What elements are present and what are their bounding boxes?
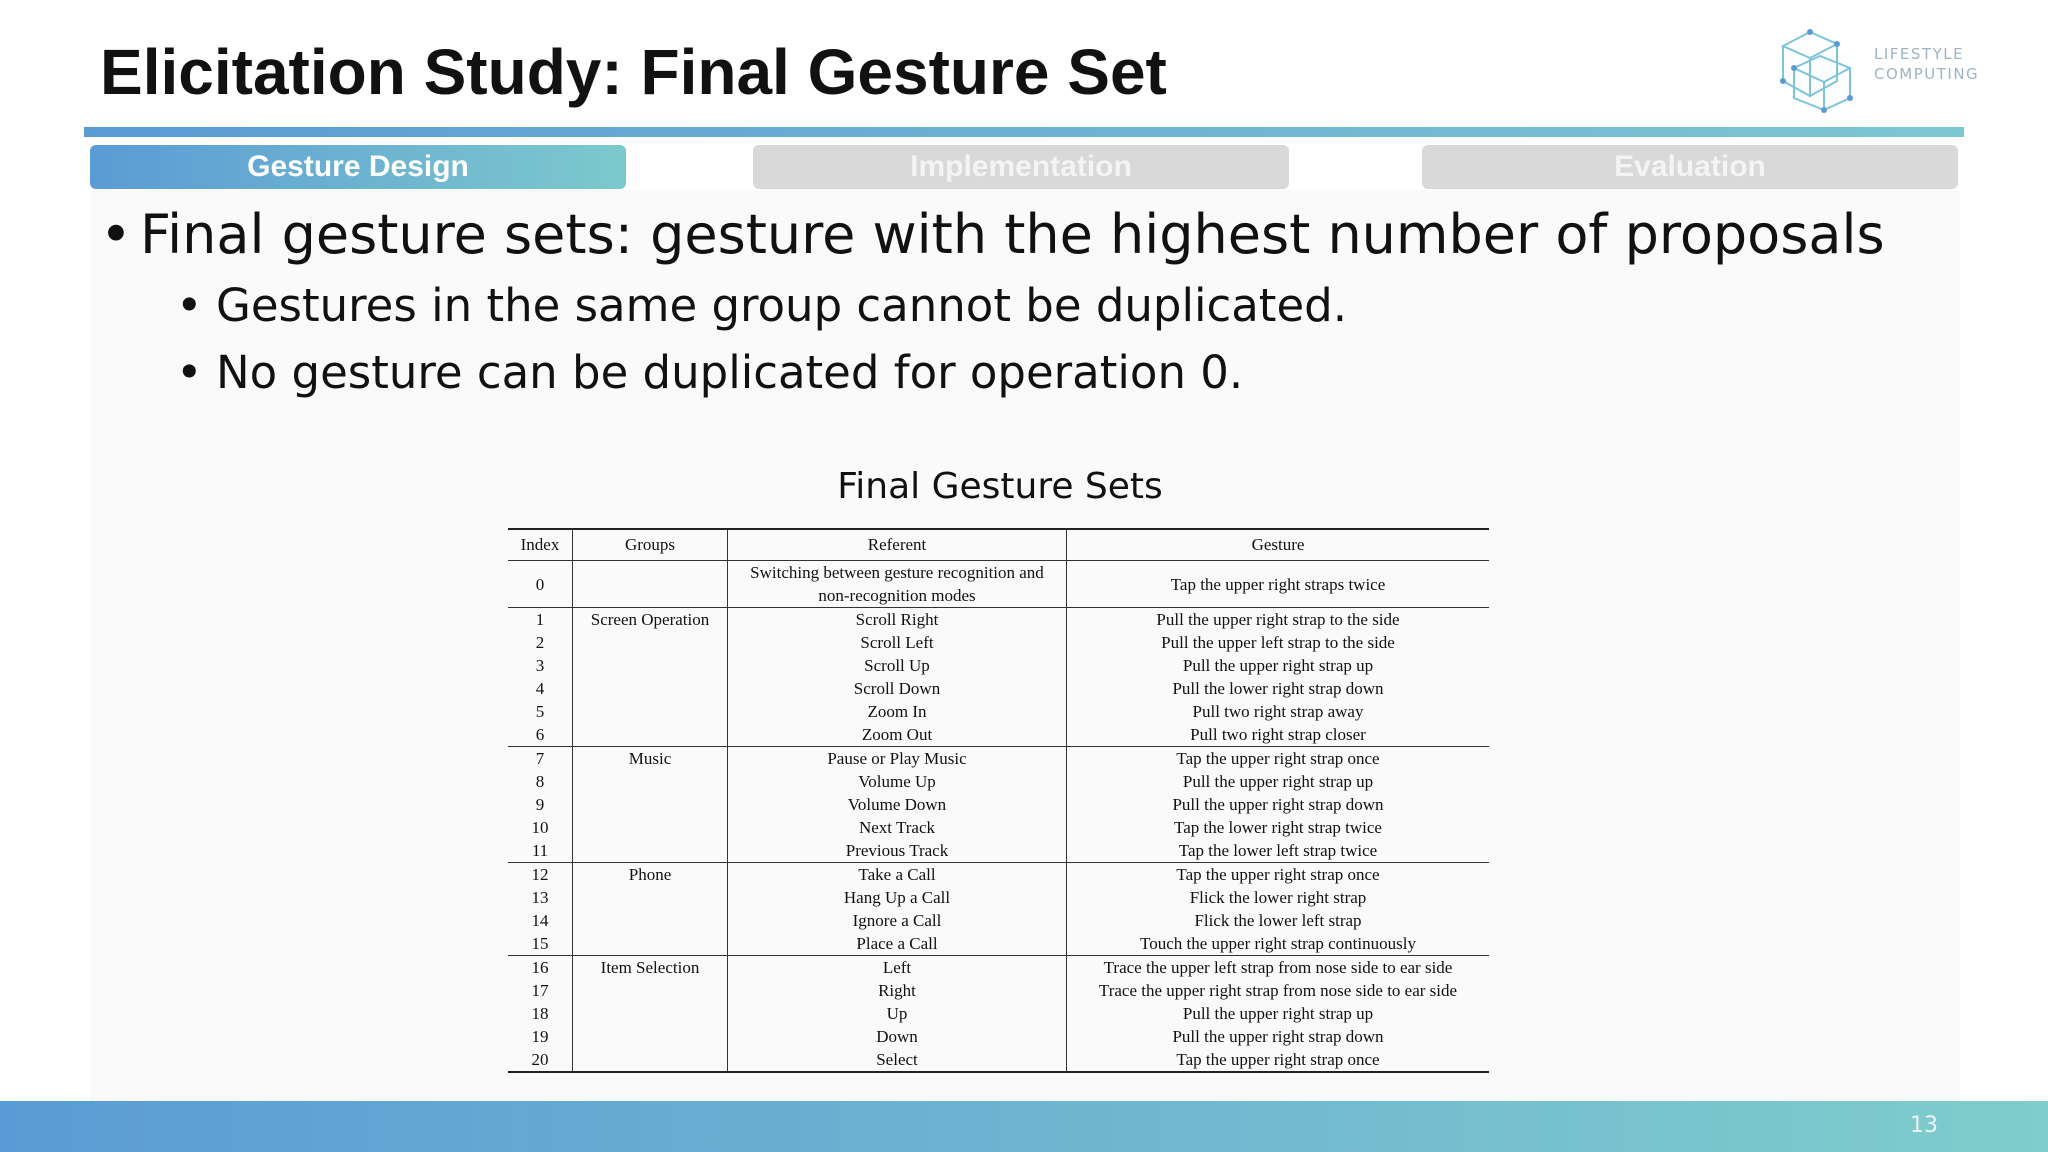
table-row — [508, 1048, 1489, 1072]
cell-group — [573, 979, 728, 1002]
cell-index: 15 — [531, 934, 549, 953]
cell-group — [573, 839, 728, 863]
cell-gesture: Tap the upper right strap once — [1067, 1048, 1490, 1072]
table-header-row — [508, 529, 1489, 561]
cell-referent: Next Track — [728, 816, 1067, 839]
cell-referent: Ignore a Call — [728, 909, 1067, 932]
cell-gesture: Tap the lower right strap twice — [1067, 816, 1490, 839]
cell-referent: Left — [728, 956, 1067, 980]
cell-referent: Scroll Up — [728, 654, 1067, 677]
table-row — [508, 839, 1489, 863]
cell-index: 14 — [531, 911, 549, 930]
header-index: Index — [508, 529, 573, 561]
cell-referent: Previous Track — [728, 839, 1067, 863]
cell-gesture: Pull the lower right strap down — [1067, 677, 1490, 700]
bullet-sub-1 — [176, 276, 1347, 336]
cell-gesture: Trace the upper right strap from nose side to ear side — [1067, 979, 1490, 1002]
cell-index: 10 — [531, 818, 549, 837]
cell-group — [573, 1025, 728, 1048]
page-number: 13 — [1910, 1113, 1938, 1138]
cell-referent: Volume Down — [728, 793, 1067, 816]
cell-index: 4 — [535, 679, 545, 698]
cell-gesture: Tap the upper right straps twice — [1067, 561, 1490, 608]
table-row — [508, 909, 1489, 932]
cell-index: 2 — [535, 633, 545, 652]
cell-gesture: Pull the upper right strap up — [1067, 770, 1490, 793]
table-row — [508, 816, 1489, 839]
cell-index: 19 — [531, 1027, 549, 1046]
table-row — [508, 932, 1489, 956]
cell-index: 20 — [531, 1050, 549, 1069]
logo-text — [1874, 44, 1979, 84]
cell-group — [573, 816, 728, 839]
cell-group — [573, 909, 728, 932]
cell-referent: Scroll Down — [728, 677, 1067, 700]
table-row — [508, 608, 1489, 632]
cell-group — [573, 1048, 728, 1072]
cell-gesture: Pull two right strap away — [1067, 700, 1490, 723]
cell-gesture: Pull two right strap closer — [1067, 723, 1490, 747]
cell-gesture: Tap the lower left strap twice — [1067, 839, 1490, 863]
cell-referent: Hang Up a Call — [728, 886, 1067, 909]
cell-group — [573, 770, 728, 793]
cell-referent: Take a Call — [728, 863, 1067, 887]
cell-index: 1 — [508, 608, 573, 632]
cell-group: Item Selection — [573, 956, 728, 980]
cell-gesture: Pull the upper right strap up — [1067, 1002, 1490, 1025]
cell-group — [573, 654, 728, 677]
cell-index: 0 — [535, 574, 545, 594]
table-row — [508, 561, 1489, 608]
header-divider — [84, 127, 1964, 137]
cell-referent: Down — [728, 1025, 1067, 1048]
table-row — [508, 956, 1489, 980]
table-row — [508, 700, 1489, 723]
cell-group — [573, 723, 728, 747]
cell-gesture: Pull the upper right strap up — [1067, 654, 1490, 677]
tab-evaluation[interactable]: Evaluation — [1422, 145, 1958, 189]
table-row — [508, 863, 1489, 887]
table-row — [508, 1025, 1489, 1048]
footer-band — [0, 1101, 2048, 1152]
header-gesture: Gesture — [1067, 529, 1490, 561]
table-row — [508, 654, 1489, 677]
cell-gesture: Pull the upper left strap to the side — [1067, 631, 1490, 654]
cell-referent: Select — [728, 1048, 1067, 1072]
cell-group — [573, 886, 728, 909]
cell-referent: Switching between gesture recognition and non-recognition modes — [728, 561, 1067, 608]
table-row — [508, 747, 1489, 771]
cell-index: 11 — [531, 841, 549, 860]
table-body — [508, 561, 1489, 1073]
cell-referent: Pause or Play Music — [728, 747, 1067, 771]
cell-gesture: Pull the upper right strap down — [1067, 793, 1490, 816]
tab-implementation[interactable]: Implementation — [753, 145, 1289, 189]
cell-gesture: Flick the lower left strap — [1067, 909, 1490, 932]
cell-index: 12 — [508, 863, 573, 887]
cell-gesture: Pull the upper right strap down — [1067, 1025, 1490, 1048]
gesture-table — [508, 528, 1489, 1073]
cell-index: 5 — [535, 702, 545, 721]
table-row — [508, 631, 1489, 654]
table-row — [508, 677, 1489, 700]
cell-gesture: Pull the upper right strap to the side — [1067, 608, 1490, 632]
logo-line-2: COMPUTING — [1874, 65, 1980, 83]
cell-group — [573, 793, 728, 816]
cell-index: 9 — [535, 795, 545, 814]
cell-group: Phone — [573, 863, 728, 887]
cell-index: 6 — [535, 725, 545, 744]
cell-referent: Scroll Left — [728, 631, 1067, 654]
table-row — [508, 723, 1489, 747]
cell-referent: Up — [728, 1002, 1067, 1025]
tab-gesture-design[interactable]: Gesture Design — [90, 145, 626, 189]
cell-group — [573, 677, 728, 700]
cell-referent: Volume Up — [728, 770, 1067, 793]
cell-group: Screen Operation — [573, 608, 728, 632]
cell-gesture: Tap the upper right strap once — [1067, 747, 1490, 771]
cell-gesture: Trace the upper left strap from nose side to ear side — [1067, 956, 1490, 980]
cell-referent: Right — [728, 979, 1067, 1002]
cell-group — [573, 561, 728, 608]
table-row — [508, 793, 1489, 816]
cell-gesture: Flick the lower right strap — [1067, 886, 1490, 909]
cell-index: 3 — [535, 656, 545, 675]
cell-index: 16 — [508, 956, 573, 980]
cell-index: 18 — [531, 1004, 549, 1023]
cell-gesture: Tap the upper right strap once — [1067, 863, 1490, 887]
cell-referent: Zoom Out — [728, 723, 1067, 747]
cell-gesture: Touch the upper right strap continuously — [1067, 932, 1490, 956]
logo-line-1: LIFESTYLE — [1874, 45, 1965, 63]
cell-group — [573, 1002, 728, 1025]
header-referent: Referent — [728, 529, 1067, 561]
cell-group — [573, 700, 728, 723]
cell-index: 17 — [531, 981, 549, 1000]
table-row — [508, 1002, 1489, 1025]
table-row — [508, 770, 1489, 793]
table-caption: Final Gesture Sets — [837, 466, 1163, 507]
cell-referent: Zoom In — [728, 700, 1067, 723]
cell-index: 13 — [531, 888, 549, 907]
bullet-dot: • — [176, 279, 203, 332]
slide-title: Elicitation Study: Final Gesture Set — [100, 36, 1167, 108]
table-row — [508, 979, 1489, 1002]
header-groups: Groups — [573, 529, 728, 561]
bullet-main — [100, 200, 1885, 270]
bullet-sub-2-text: No gesture can be duplicated for operation 0. — [216, 346, 1244, 399]
cell-group — [573, 631, 728, 654]
cell-index: 8 — [535, 772, 545, 791]
cell-index: 7 — [508, 747, 573, 771]
bullet-sub-2 — [176, 343, 1243, 403]
table-row — [508, 886, 1489, 909]
cell-referent: Scroll Right — [728, 608, 1067, 632]
bullet-dot: • — [100, 203, 132, 266]
cell-group — [573, 932, 728, 956]
bullet-sub-1-text: Gestures in the same group cannot be duplicated. — [216, 279, 1347, 332]
bullet-main-text: Final gesture sets: gesture with the highest number of proposals — [140, 203, 1885, 266]
cell-referent: Place a Call — [728, 932, 1067, 956]
cell-group: Music — [573, 747, 728, 771]
bullet-dot: • — [176, 346, 203, 399]
